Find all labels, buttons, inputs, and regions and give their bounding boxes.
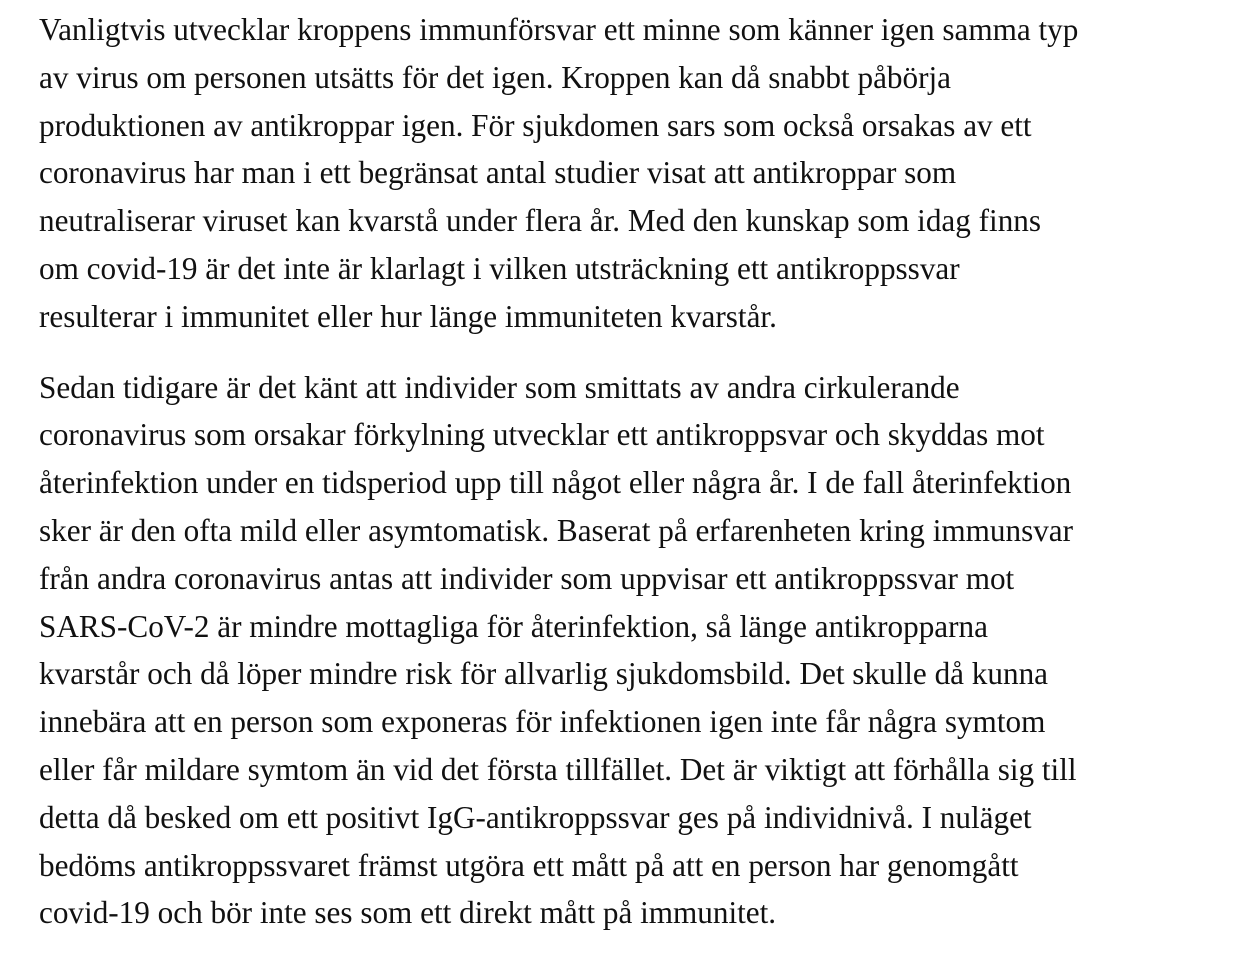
- text-line: kvarstår och då löper mindre risk för allvarlig sjukdomsbild. Det skulle då kunna: [39, 656, 1049, 692]
- text-line: coronavirus har man i ett begränsat antal studier visat att antikroppar som: [39, 155, 957, 191]
- text-line: covid-19 och bör inte ses som ett direkt mått på immunitet.: [39, 895, 777, 931]
- text-line: eller får mildare symtom än vid det första tillfället. Det är viktigt att förhålla sig till: [39, 751, 1077, 787]
- paragraph-1: [39, 6, 1219, 341]
- text-line: resulterar i immunitet eller hur länge immuniteten kvarstår.: [39, 298, 777, 334]
- text-line: Vanligtvis utvecklar kroppens immunförsvar ett minne som känner igen samma typ: [39, 12, 1079, 47]
- text-line: sker är den ofta mild eller asymtomatisk. Baserat på erfarenheten kring immunsvar: [39, 512, 1074, 548]
- text-line: detta då besked om ett positivt IgG-antikroppssvar ges på individnivå. I nuläget: [39, 799, 1032, 835]
- text-line: om covid-19 är det inte är klarlagt i vilken utsträckning ett antikroppssvar: [39, 250, 960, 286]
- text-line: bedöms antikroppssvaret främst utgöra ett mått på att en person har genomgått: [39, 847, 1019, 883]
- paragraph-2: [39, 364, 1219, 938]
- text-line: innebära att en person som exponeras för infektionen igen inte får några symtom: [39, 704, 1046, 740]
- text-line: coronavirus som orsakar förkylning utvecklar ett antikroppsvar och skyddas mot: [39, 417, 1045, 453]
- text-line: av virus om personen utsätts för det igen. Kroppen kan då snabbt påbörja: [39, 59, 952, 95]
- text-line: Sedan tidigare är det känt att individer som smittats av andra cirkulerande: [39, 369, 960, 405]
- text-line: neutraliserar viruset kan kvarstå under flera år. Med den kunskap som idag finns: [39, 203, 1042, 239]
- text-line: återinfektion under en tidsperiod upp till något eller några år. I de fall återinfektion: [39, 465, 1072, 501]
- text-line: SARS-CoV-2 är mindre mottagliga för återinfektion, så länge antikropparna: [39, 608, 988, 644]
- text-line: produktionen av antikroppar igen. För sjukdomen sars som också orsakas av ett: [39, 107, 1032, 143]
- document-body: [39, 6, 1219, 937]
- text-line: från andra coronavirus antas att individer som uppvisar ett antikroppssvar mot: [39, 560, 1015, 596]
